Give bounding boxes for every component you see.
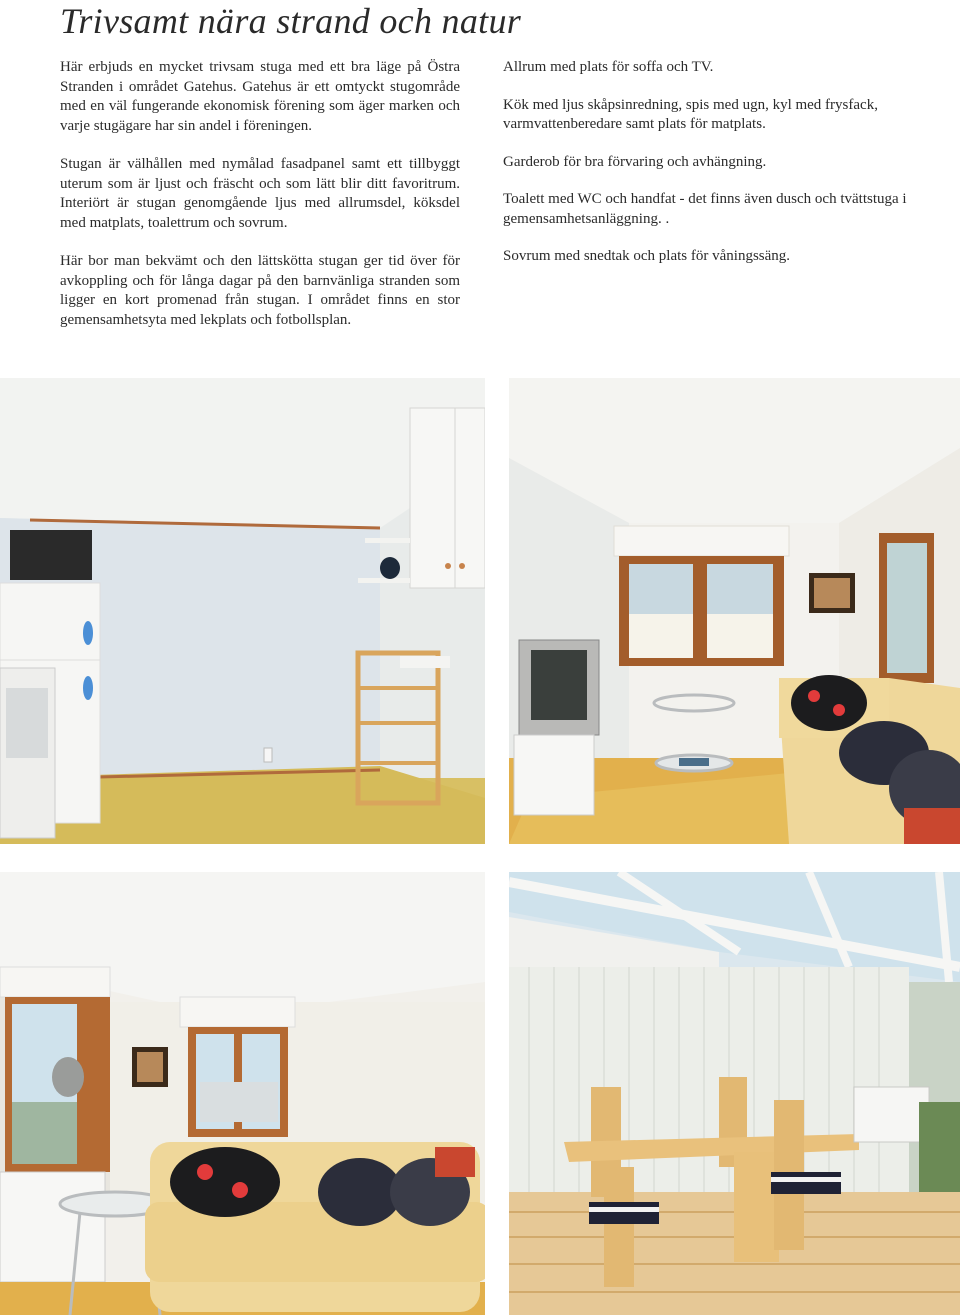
paragraph-location: Här erbjuds en mycket trivsam stuga med ett bra läge på Östra Stranden i området Gatehus. Gatehus är ett omtyckt stugområde med en väl fungerande ekonomisk förening som äger marken och varje stugägare har sin andel i föreningen. xyxy=(60,59,460,134)
paragraph-lifestyle: Här bor man bekvämt och den lättskötta stugan ger tid över för avkoppling och för långa dagar på den barnvänliga stranden som ligger en kort promenad från stugan. I området finns en stor gemensamhetsyta med lekplats och fotbollsplan. xyxy=(60,253,460,328)
room-kitchen: Kök med ljus skåpsinredning, spis med ugn, kyl med frysfack, varmvattenberedare samt plats för matplats. xyxy=(503,96,878,132)
room-bedroom: Sovrum med snedtak och plats för våningssäng. xyxy=(503,248,791,264)
intro-text-column xyxy=(60,58,460,349)
paragraph-condition: Stugan är välhållen med nymålad fasadpanel samt ett tillbyggt uterum som är ljust och fräscht och som lätt blir ditt favoritrum. Interiört är stugan genomgående ljus med allrumsdel, köksdel med matplats, toalettrum och sovrum. xyxy=(60,156,460,231)
room-living: Allrum med plats för soffa och TV. xyxy=(503,59,714,75)
room-toilet: Toalett med WC och handfat - det finns även dusch och tvättstuga i gemensamhetsanläggning. . xyxy=(503,191,907,227)
photo-living-room xyxy=(509,378,960,844)
page-title: Trivsamt nära strand och natur xyxy=(60,1,522,41)
photo-living-room-alt xyxy=(0,872,485,1315)
room-wardrobe: Garderob för bra förvaring och avhängning. xyxy=(503,153,767,170)
room-list-column xyxy=(503,58,913,285)
photo-kitchen xyxy=(0,378,485,844)
photo-sunroom xyxy=(509,872,960,1315)
